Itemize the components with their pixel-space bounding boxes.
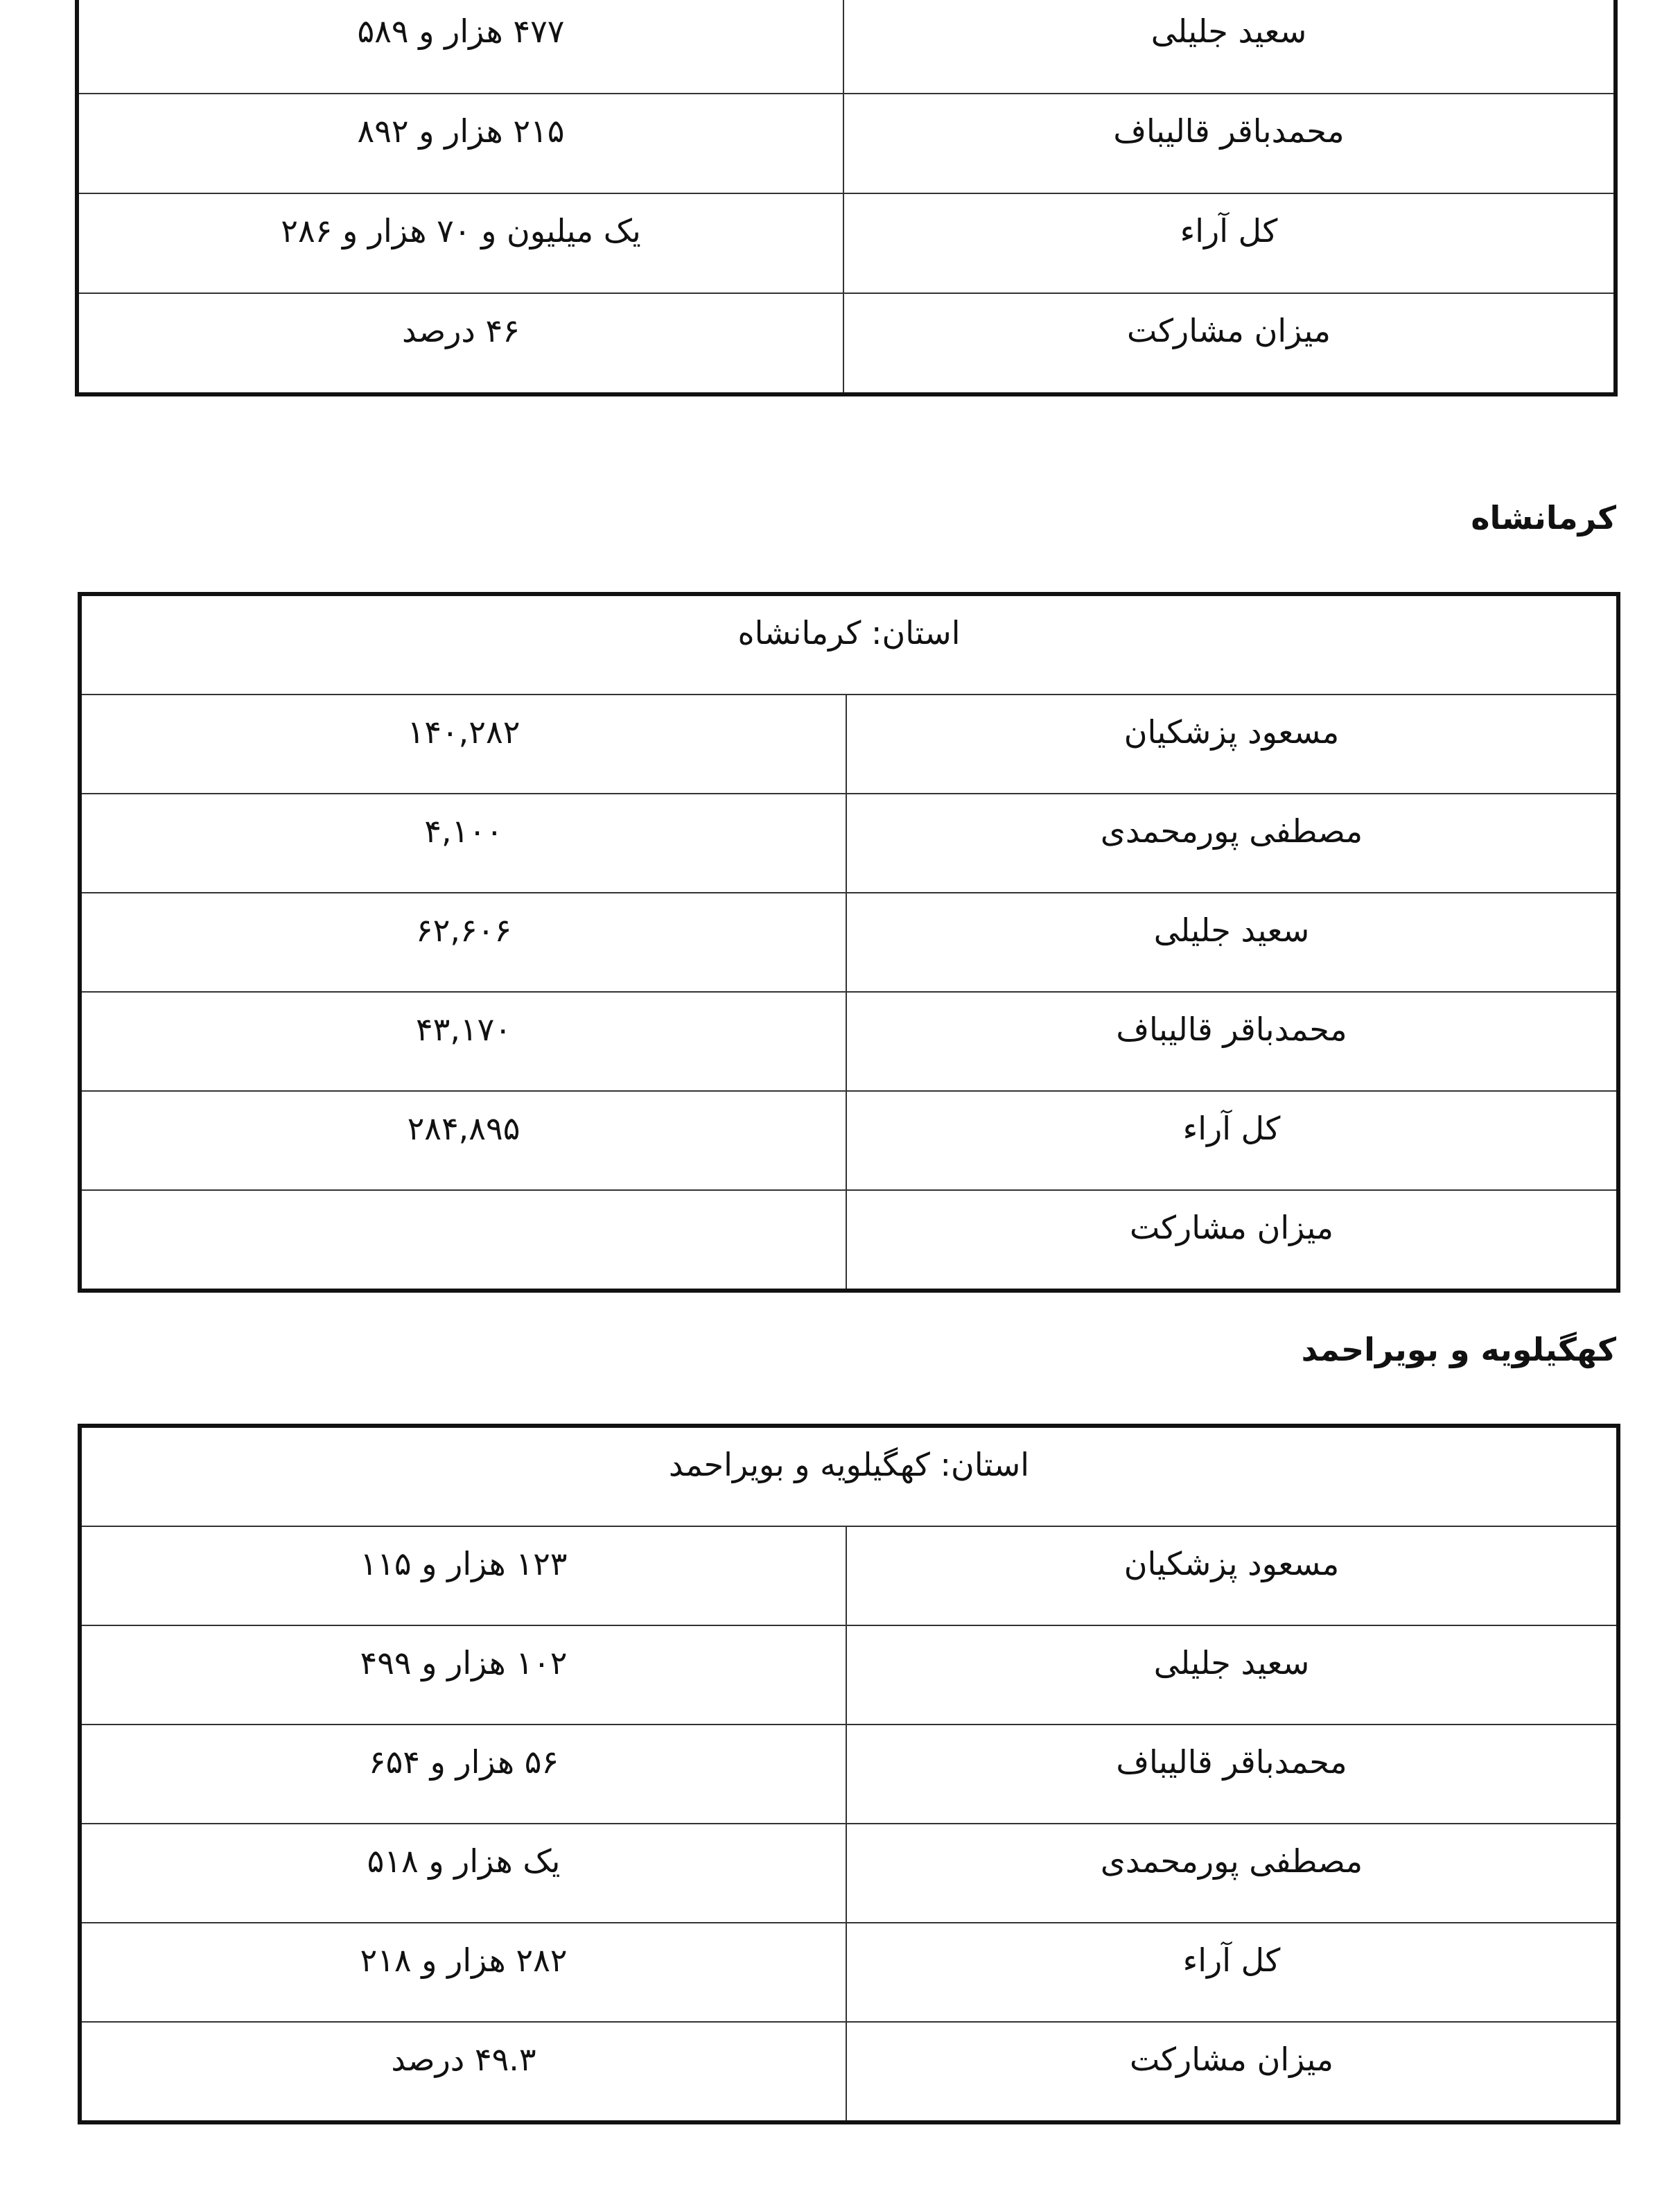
candidate-name-cell: مسعود پزشکیان: [846, 695, 1618, 794]
section-heading-kermanshah: کرمانشاه: [1471, 499, 1616, 536]
table-row: [80, 1190, 1618, 1291]
candidate-name-cell: مصطفی پورمحمدی: [846, 794, 1618, 893]
vote-count-cell: ۱۰۲ هزار و ۴۹۹: [80, 1625, 846, 1725]
candidate-name-cell: محمدباقر قالیباف: [846, 992, 1618, 1091]
table-row: [80, 1526, 1618, 1625]
table-row: [77, 94, 1616, 193]
results-table-previous-province: [75, 0, 1618, 396]
vote-count-cell: ۲۱۵ هزار و ۸۹۲: [77, 94, 843, 193]
table-row: [80, 1923, 1618, 2022]
candidate-name-cell: محمدباقر قالیباف: [843, 94, 1616, 193]
results-table-kermanshah: [78, 592, 1620, 1293]
vote-count-cell: ۴۳,۱۷۰: [80, 992, 846, 1091]
vote-count-cell: ۴۷۷ هزار و ۵۸۹: [77, 0, 843, 94]
table-row: [80, 1824, 1618, 1923]
table-row: [80, 1091, 1618, 1190]
table-row: [80, 893, 1618, 992]
results-table-kohgiluyeh: [78, 1424, 1620, 2124]
vote-count-cell: ۴,۱۰۰: [80, 794, 846, 893]
total-votes-label-cell: کل آراء: [846, 1923, 1618, 2022]
turnout-label-cell: میزان مشارکت: [846, 1190, 1618, 1291]
turnout-value-cell: [80, 1190, 846, 1291]
candidate-name-cell: محمدباقر قالیباف: [846, 1725, 1618, 1824]
total-votes-value-cell: ۲۸۴,۸۹۵: [80, 1091, 846, 1190]
table-row: [80, 2022, 1618, 2122]
candidate-name-cell: مصطفی پورمحمدی: [846, 1824, 1618, 1923]
total-votes-value-cell: یک میلیون و ۷۰ هزار و ۲۸۶: [77, 193, 843, 293]
table-row: [80, 1725, 1618, 1824]
vote-count-cell: ۵۶ هزار و ۶۵۴: [80, 1725, 846, 1824]
section-heading-kohgiluyeh: کهگیلویه و بویراحمد: [1301, 1331, 1616, 1368]
table-header-row: [80, 1426, 1618, 1526]
province-header-cell: استان: کهگیلویه و بویراحمد: [80, 1426, 1618, 1526]
table-row: [77, 293, 1616, 394]
turnout-label-cell: میزان مشارکت: [846, 2022, 1618, 2122]
province-header-cell: استان: کرمانشاه: [80, 594, 1618, 695]
total-votes-label-cell: کل آراء: [846, 1091, 1618, 1190]
table-row: [80, 1625, 1618, 1725]
total-votes-value-cell: ۲۸۲ هزار و ۲۱۸: [80, 1923, 846, 2022]
turnout-value-cell: ۴۶ درصد: [77, 293, 843, 394]
candidate-name-cell: مسعود پزشکیان: [846, 1526, 1618, 1625]
vote-count-cell: یک هزار و ۵۱۸: [80, 1824, 846, 1923]
total-votes-label-cell: کل آراء: [843, 193, 1616, 293]
vote-count-cell: ۶۲,۶۰۶: [80, 893, 846, 992]
candidate-name-cell: سعید جلیلی: [846, 893, 1618, 992]
vote-count-cell: ۱۴۰,۲۸۲: [80, 695, 846, 794]
table-row: [80, 695, 1618, 794]
turnout-label-cell: میزان مشارکت: [843, 293, 1616, 394]
turnout-value-cell: ۴۹.۳ درصد: [80, 2022, 846, 2122]
table-row: [77, 193, 1616, 293]
vote-count-cell: ۱۲۳ هزار و ۱۱۵: [80, 1526, 846, 1625]
table-row: [77, 0, 1616, 94]
candidate-name-cell: سعید جلیلی: [843, 0, 1616, 94]
table-row: [80, 794, 1618, 893]
table-header-row: [80, 594, 1618, 695]
table-row: [80, 992, 1618, 1091]
candidate-name-cell: سعید جلیلی: [846, 1625, 1618, 1725]
